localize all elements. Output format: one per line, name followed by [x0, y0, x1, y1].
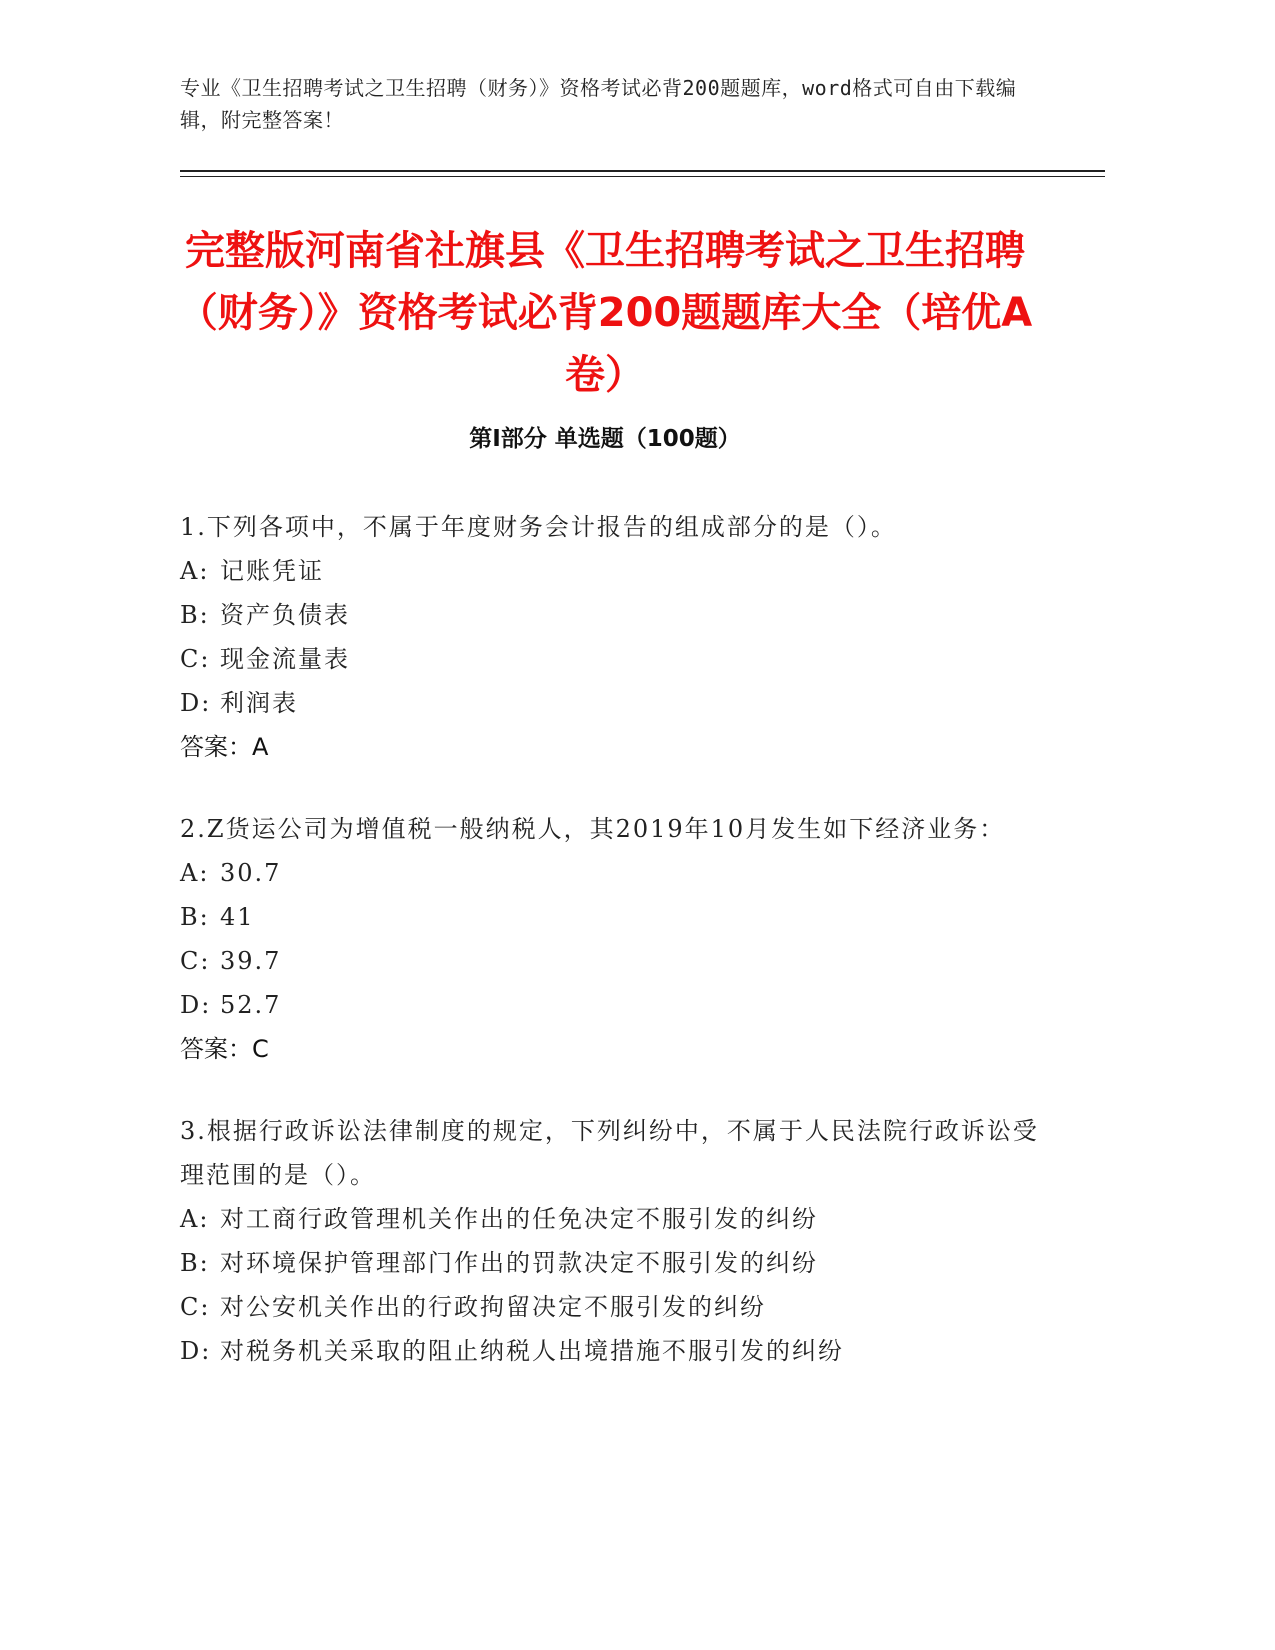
- option-text: 39.7: [220, 947, 282, 975]
- option-letter: C:: [180, 947, 211, 975]
- option-letter: B:: [180, 1249, 210, 1277]
- option-text: 资产负债表: [220, 601, 350, 629]
- option-text: 记账凭证: [220, 557, 324, 585]
- option-letter: A:: [180, 859, 210, 887]
- option-text: 对税务机关采取的阻止纳税人出境措施不服引发的纠纷: [220, 1337, 844, 1365]
- header-note: 专业《卫生招聘考试之卫生招聘（财务）》资格考试必背200题题库，word格式可自由下载编辑，附完整答案！: [180, 76, 1017, 132]
- option-b: [180, 895, 1060, 939]
- question-list: [180, 505, 1060, 1411]
- option-text: 52.7: [220, 991, 282, 1019]
- header-rule-thick: [180, 170, 1105, 172]
- option-letter: D:: [180, 991, 212, 1019]
- answer-line: 答案：C: [180, 1035, 269, 1063]
- option-text: 对公安机关作出的行政拘留决定不服引发的纠纷: [220, 1293, 766, 1321]
- option-text: 现金流量表: [220, 645, 350, 673]
- option-letter: C:: [180, 645, 211, 673]
- question-1: [180, 505, 1060, 769]
- option-letter: A:: [180, 1205, 210, 1233]
- option-text: 30.7: [220, 859, 282, 887]
- option-letter: D:: [180, 689, 212, 717]
- question-stem: 3.根据行政诉讼法律制度的规定，下列纠纷中，不属于人民法院行政诉讼受理范围的是（）。: [180, 1117, 1039, 1189]
- option-text: 41: [220, 903, 255, 931]
- option-a: [180, 851, 1060, 895]
- option-text: 对环境保护管理部门作出的罚款决定不服引发的纠纷: [220, 1249, 818, 1277]
- document-title: 完整版河南省社旗县《卫生招聘考试之卫生招聘（财务）》资格考试必背200题题库大全（培优A卷）: [177, 228, 1033, 398]
- answer-line: 答案：A: [180, 733, 269, 761]
- question-stem: 2.Z货运公司为增值税一般纳税人，其2019年10月发生如下经济业务：: [180, 815, 1006, 843]
- option-a: [180, 1197, 1060, 1241]
- option-b: [180, 593, 1060, 637]
- option-letter: B:: [180, 601, 210, 629]
- option-c: [180, 637, 1060, 681]
- option-c: [180, 939, 1060, 983]
- question-stem: 1.下列各项中，不属于年度财务会计报告的组成部分的是（）。: [180, 513, 897, 541]
- section-title: 第I部分 单选题（100题）: [469, 426, 741, 452]
- question-2: [180, 807, 1060, 1071]
- option-letter: C:: [180, 1293, 211, 1321]
- option-a: [180, 549, 1060, 593]
- option-d: [180, 681, 1060, 725]
- option-b: [180, 1241, 1060, 1285]
- option-letter: D:: [180, 1337, 212, 1365]
- option-d: [180, 983, 1060, 1027]
- option-d: [180, 1329, 1060, 1373]
- option-letter: B:: [180, 903, 210, 931]
- option-c: [180, 1285, 1060, 1329]
- header-rule-thin: [180, 176, 1105, 177]
- option-letter: A:: [180, 557, 210, 585]
- option-text: 利润表: [220, 689, 298, 717]
- question-3: [180, 1109, 1060, 1373]
- option-text: 对工商行政管理机关作出的任免决定不服引发的纠纷: [220, 1205, 818, 1233]
